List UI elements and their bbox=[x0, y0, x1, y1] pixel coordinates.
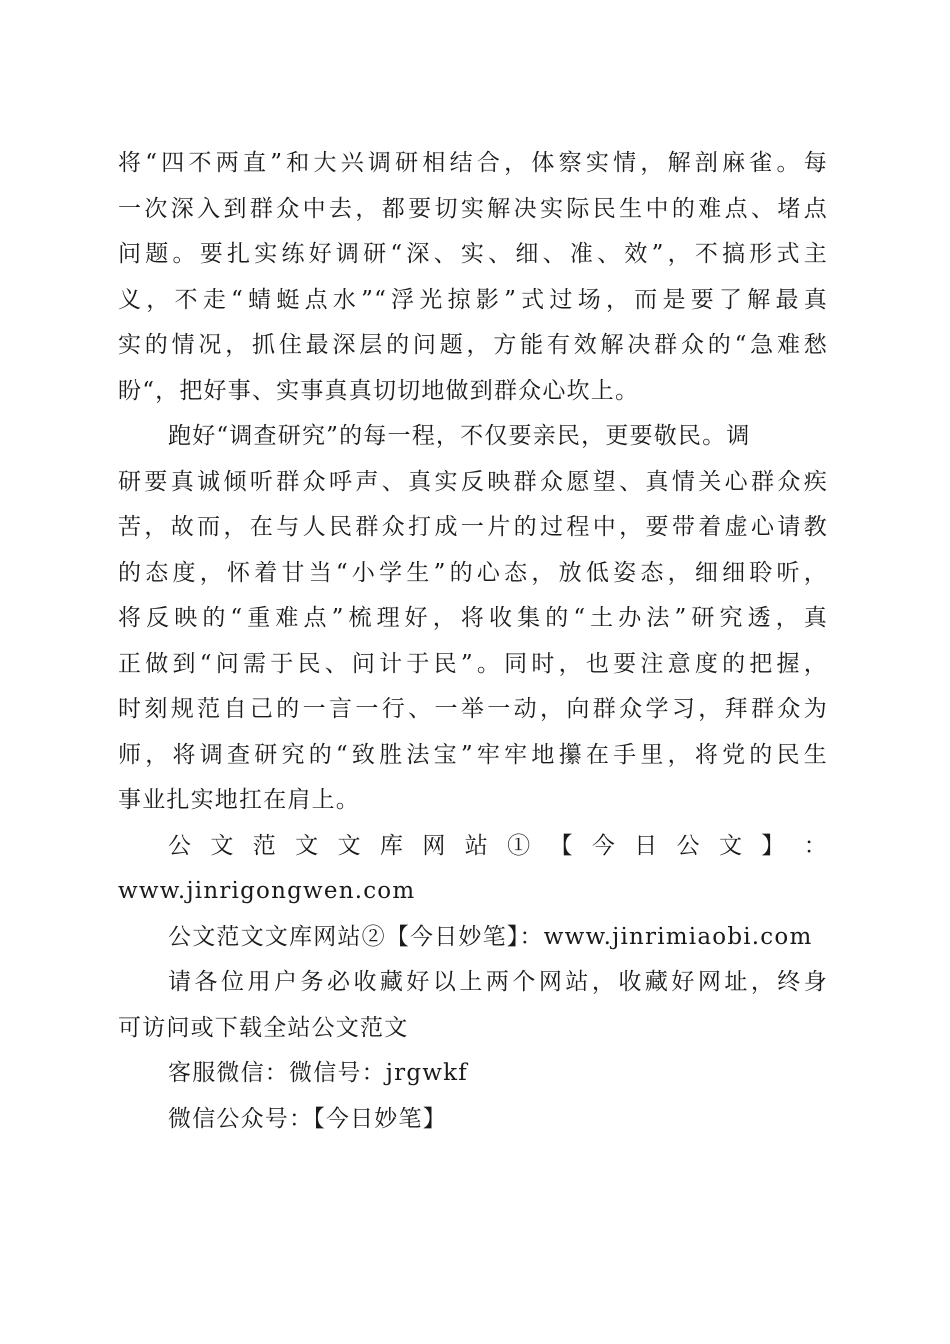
site1-label: 公 文 范 文 文 库 网 站 ① 【 今 日 公 文 】 ： bbox=[168, 832, 828, 859]
paragraph-line: 事业扎实地扛在肩上。 bbox=[118, 787, 360, 813]
paragraph-line: 时刻规范自己的一言一行、一举一动，向群众学习，拜群众为 bbox=[118, 696, 828, 722]
notice-line: 请各位用户务必收藏好以上两个网站，收藏好网址，终身 bbox=[168, 969, 828, 995]
paragraph-1 bbox=[118, 141, 828, 414]
paragraph-line: 一次深入到群众中去，都要切实解决实际民生中的难点、堵点 bbox=[118, 195, 828, 222]
document-page bbox=[118, 141, 828, 1142]
wechat-official-account: 微信公众号：【今日妙笔】 bbox=[168, 1105, 447, 1132]
footer-info bbox=[118, 824, 828, 1143]
wechat-service: 客服微信：微信号：jrgwkf bbox=[168, 1060, 468, 1086]
paragraph-line: 盼“，把好事、实事真真切切地做到群众心坎上。 bbox=[118, 377, 640, 404]
paragraph-line: 师，将调查研究的“致胜法宝”牢牢地攥在手里，将党的民生 bbox=[118, 741, 828, 768]
paragraph-line: 实的情况，抓住最深层的问题，方能有效解决群众的“急难愁 bbox=[118, 332, 828, 358]
paragraph-line: 问题。要扎实练好调研“深、实、细、准、效”，不搞形式主 bbox=[118, 241, 828, 267]
site1-url-link[interactable]: www.jinrigongwen.com bbox=[118, 878, 416, 904]
paragraph-line: 苦，故而，在与人民群众打成一片的过程中，要带着虚心请教 bbox=[118, 514, 828, 540]
paragraph-line: 义，不走“蜻蜓点水”“浮光掠影”式过场，而是要了解最真 bbox=[118, 286, 828, 313]
paragraph-line: 的态度，怀着甘当“小学生”的心态，放低姿态，细细聆听， bbox=[118, 559, 828, 586]
paragraph-line: 将“四不两直”和大兴调研相结合，体察实情，解剖麻雀。每 bbox=[118, 150, 828, 176]
notice-line: 可访问或下载全站公文范文 bbox=[118, 1014, 409, 1041]
paragraph-line: 将反映的“重难点”梳理好，将收集的“土办法”研究透，真 bbox=[118, 605, 828, 631]
paragraph-2 bbox=[118, 414, 828, 824]
site2-label[interactable]: 公文范文文库网站②【今日妙笔】：www.jinrimiaobi.com bbox=[168, 923, 813, 950]
paragraph-line: 研要真诚倾听群众呼声、真实反映群众愿望、真情关心群众疾 bbox=[118, 468, 828, 495]
paragraph-line: 跑好“调查研究”的每一程，不仅要亲民，更要敬民。调 bbox=[168, 423, 751, 449]
paragraph-line: 正做到“问需于民、问计于民”。同时，也要注意度的把握， bbox=[118, 650, 828, 677]
